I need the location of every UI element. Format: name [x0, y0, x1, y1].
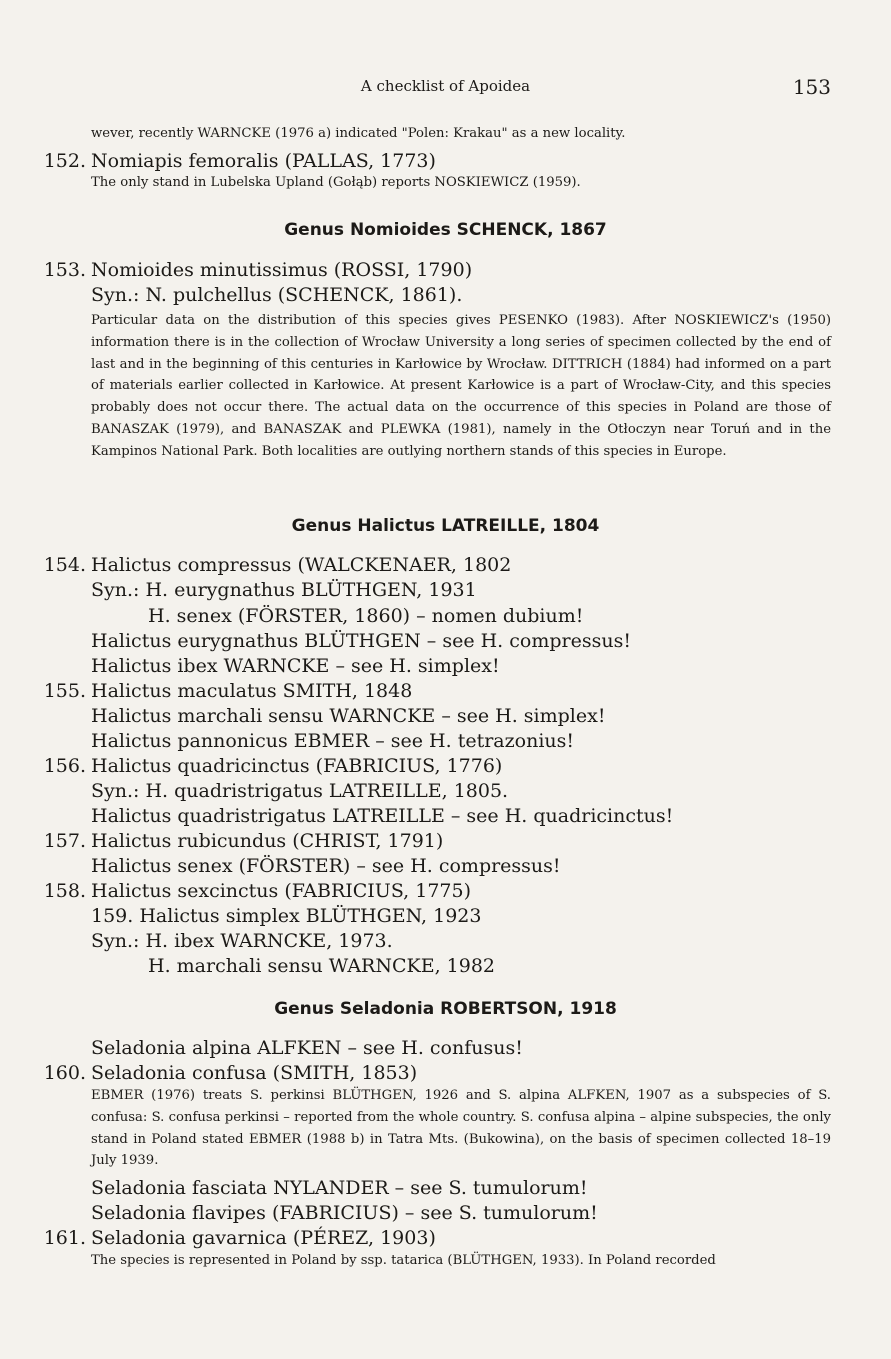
cross-reference: Halictus eurygnathus BLÜTHGEN – see H. compressus! [91, 630, 631, 652]
cross-reference: Halictus marchali sensu WARNCKE – see H. simplex! [91, 705, 606, 727]
genus-heading: Genus Seladonia ROBERTSON, 1918 [274, 999, 617, 1019]
species-note: The only stand in Lubelska Upland (Gołąb) reports NOSKIEWICZ (1959). [91, 175, 581, 190]
species-name: Halictus sexcinctus (FABRICIUS, 1775) [91, 880, 471, 902]
species-name: 159. Halictus simplex BLÜTHGEN, 1923 [91, 905, 482, 927]
entry-number: 153. [43, 259, 86, 281]
genus-heading: Genus Nomioides SCHENCK, 1867 [284, 220, 607, 240]
entry-number: 158. [43, 880, 86, 902]
species-paragraph: EBMER (1976) treats S. perkinsi BLÜTHGEN, 1926 and S. alpina ALFKEN, 1907 as a subspecies of S. confusa: S. confusa perkinsi – reported from the whole country. S. confusa alpina – alpine subspecies, the only stand in Poland stated EBMER (1988 b) in Tatra Mts. (Bukowina), on the basis of specimen collected 18–19 July 1939. [91, 1088, 831, 1169]
synonym-line: Syn.: H. ibex WARNCKE, 1973. [91, 930, 393, 952]
species-name: Seladonia confusa (SMITH, 1853) [91, 1062, 418, 1084]
synonym-line: Syn.: H. eurygnathus BLÜTHGEN, 1931 [91, 579, 477, 601]
cross-reference: Seladonia fasciata NYLANDER – see S. tumulorum! [91, 1177, 588, 1199]
synonym-line: H. marchali sensu WARNCKE, 1982 [148, 955, 496, 977]
entry-number: 152. [43, 150, 86, 172]
species-name: Nomiapis femoralis (PALLAS, 1773) [91, 150, 436, 172]
species-name: Halictus compressus (WALCKENAER, 1802 [91, 554, 512, 576]
species-name: Seladonia gavarnica (PÉREZ, 1903) [91, 1227, 436, 1249]
text-line: wever, recently WARNCKE (1976 a) indicated "Polen: Krakau" as a new locality. [91, 126, 626, 141]
species-name: Nomioides minutissimus (ROSSI, 1790) [91, 259, 473, 281]
synonym-line: Syn.: N. pulchellus (SCHENCK, 1861). [91, 284, 463, 306]
synonym-line: H. senex (FÖRSTER, 1860) – nomen dubium! [148, 605, 584, 627]
entry-number: 160. [43, 1062, 86, 1084]
cross-reference: Halictus ibex WARNCKE – see H. simplex! [91, 655, 500, 677]
cross-reference: Halictus senex (FÖRSTER) – see H. compressus! [91, 855, 561, 877]
species-note: The species is represented in Poland by ssp. tatarica (BLÜTHGEN, 1933). In Poland recorded [91, 1253, 716, 1268]
entry-number: 154. [43, 554, 86, 576]
cross-reference: Seladonia flavipes (FABRICIUS) – see S. tumulorum! [91, 1202, 598, 1224]
cross-reference: Halictus quadristrigatus LATREILLE – see H. quadricinctus! [91, 805, 674, 827]
cross-reference: Seladonia alpina ALFKEN – see H. confusus! [91, 1037, 523, 1059]
cross-reference: Halictus pannonicus EBMER – see H. tetrazonius! [91, 730, 575, 752]
species-name: Halictus rubicundus (CHRIST, 1791) [91, 830, 444, 852]
running-header: A checklist of Apoidea [360, 77, 531, 95]
species-name: Halictus quadricinctus (FABRICIUS, 1776) [91, 755, 503, 777]
synonym-line: Syn.: H. quadristrigatus LATREILLE, 1805. [91, 780, 509, 802]
species-paragraph: Particular data on the distribution of this species gives PESENKO (1983). After NOSKIEWICZ's (1950) information there is in the collection of Wrocław University a long series of specimen collected by the end of last and in the beginning of this centuries in Karłowice by Wrocław. DITTRICH (1884) had informed on a part of materials earlier collected in Karłowice. At present Karłowice is a part of Wrocław-City, and this species probably does not occur there. The actual data on the occurrence of this species in Poland are those of BANASZAK (1979), and BANASZAK and PLEWKA (1981), namely in the Otłoczyn near Toruń and in the Kampinos National Park. Both localities are outlying northern stands of this species in Europe. [91, 313, 831, 459]
page-number: 153 [792, 75, 831, 99]
entry-number: 161. [43, 1227, 86, 1249]
genus-heading: Genus Halictus LATREILLE, 1804 [291, 516, 600, 536]
entry-number: 157. [43, 830, 86, 852]
species-name: Halictus maculatus SMITH, 1848 [91, 680, 413, 702]
entry-number: 156. [43, 755, 86, 777]
entry-number: 155. [43, 680, 86, 702]
